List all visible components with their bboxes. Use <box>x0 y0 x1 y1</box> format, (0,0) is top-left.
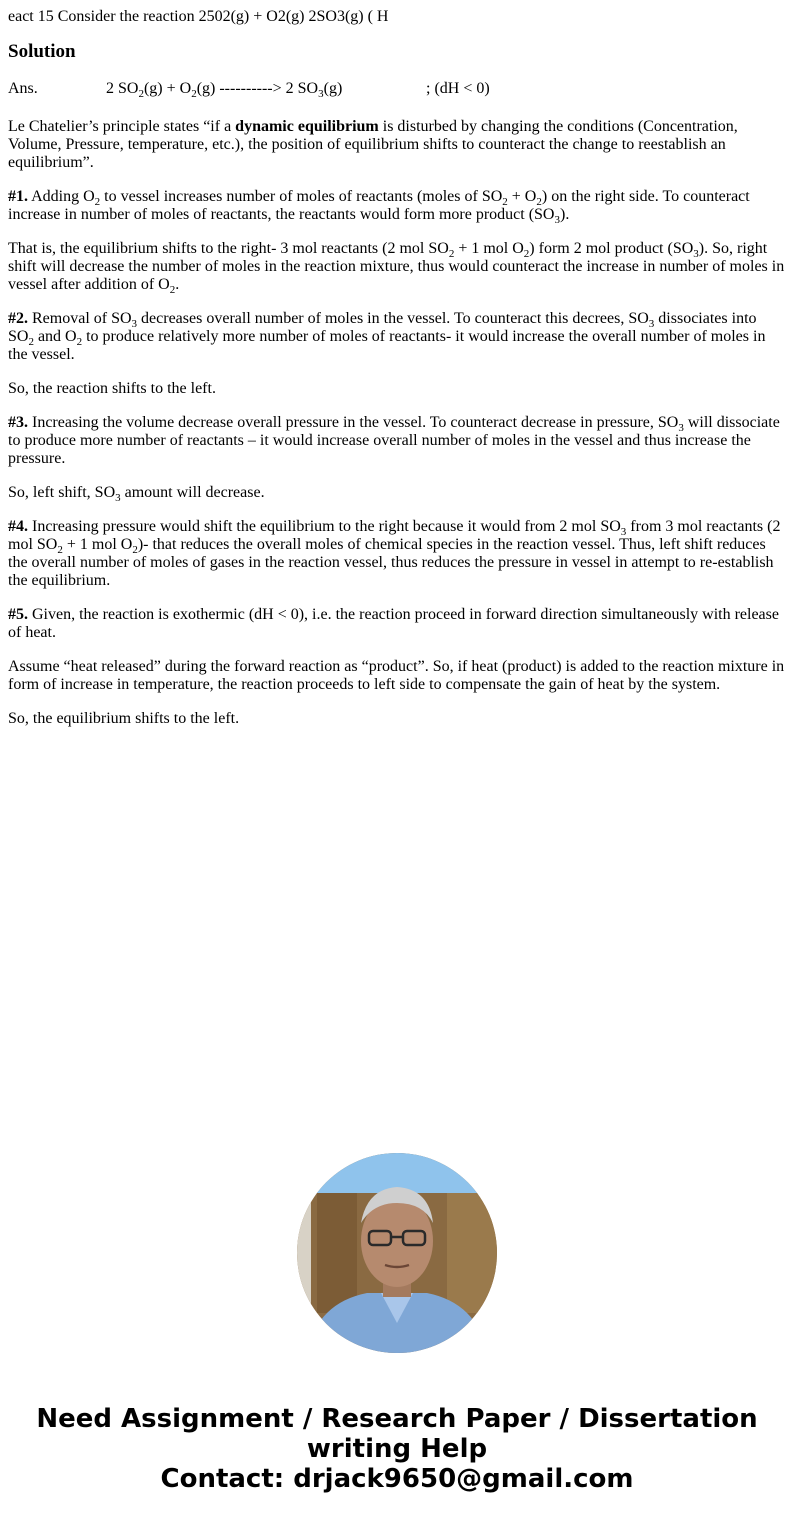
point-3-conclusion: So, left shift, $SO_3$ amount will decrease. <box>8 484 265 504</box>
document-body <box>8 0 786 744</box>
point-2-conclusion: So, the reaction shifts to the left. <box>8 380 216 397</box>
answer-equation: 2 $SO_2(g) + O_2(g)$ ----------> 2 $SO_3(g)$ <box>106 80 343 100</box>
point-3-paragraph: #3. Increasing the volume decrease overall pressure in the vessel. To counteract decrease in pressure, $SO_3$ will dissociate to produce more number of reactants – it would increase overall number of moles in the vessel and thus increase the pressure. <box>8 414 780 467</box>
tutor-avatar-photo <box>297 1153 497 1353</box>
point-2-paragraph: #2. Removal of $SO_3$ decreases overall number of moles in the vessel. To counteract this decrees, $SO_3$ dissociates into $SO_2$ and $O_2$ to produce relatively more number of moles of reactants- it would increase the overall number of moles in the vessel. <box>8 310 766 363</box>
dynamic-equilibrium-term: dynamic equilibrium <box>235 118 379 135</box>
intro-paragraph: Le Chatelier’s principle states “if a dynamic equilibrium is disturbed by changing the conditions (Concentration, Volume, Pressure, temperature, etc.), the position of equilibrium shifts to counteract the change to reestablish an equilibrium”. <box>8 118 738 171</box>
answer-equation-row <box>8 80 786 100</box>
point-5-paragraph: #5. Given, the reaction is exothermic (dH < 0), i.e. the reaction proceed in forward direction simultaneously with release of heat. <box>8 606 779 641</box>
promo-line-1: Need Assignment / Research Paper / Dissertation <box>36 1404 758 1434</box>
promo-line-2: writing Help <box>306 1434 488 1464</box>
answer-label: Ans. <box>8 80 38 97</box>
promo-footer <box>0 1404 794 1494</box>
promo-contact-line: Contact: drjack9650@gmail.com <box>160 1464 634 1494</box>
point-1-explanation: That is, the equilibrium shifts to the right- 3 mol reactants (2 mol $SO_2 + 1$ mol $O_2$) form 2 mol product $(SO_3)$. So, right shift will decrease the number of moles in the reaction mixture, thus would counteract the increase in number of moles in vessel after addition of $O_2$. <box>8 240 785 296</box>
point-4-paragraph: #4. Increasing pressure would shift the equilibrium to the right because it would from 2 mol $SO_3$ from 3 mol reactants (2 mol $SO_2 + 1$ mol $O_2)-$ that reduces the overall moles of chemical species in the reaction vessel. Thus, left shift reduces the overall number of moles of gases in the reaction vessel, thus reduces the pressure in vessel in attempt to re-establish the equilibrium. <box>8 518 781 589</box>
portrait-illustration <box>297 1153 497 1353</box>
point-5-explanation: Assume “heat released” during the forward reaction as “product”. So, if heat (product) is added to the reaction mixture in form of increase in temperature, the reaction proceeds to left side to compensate the gain of heat by the system. <box>8 658 785 693</box>
point-5-conclusion: So, the equilibrium shifts to the left. <box>8 710 240 727</box>
point-1-paragraph: #1. Adding $O_2$ to vessel increases number of moles of reactants (moles of $SO_2 + O_2$) on the right side. To counteract increase in number of moles of reactants, the reactants would form more product $(SO_3)$. <box>8 188 750 226</box>
answer-condition: ; (dH < 0) <box>426 80 490 97</box>
solution-heading: Solution <box>8 41 76 62</box>
question-snippet: eact 15 Consider the reaction 2502(g) + O2(g) 2SO3(g) ( H <box>8 8 389 25</box>
